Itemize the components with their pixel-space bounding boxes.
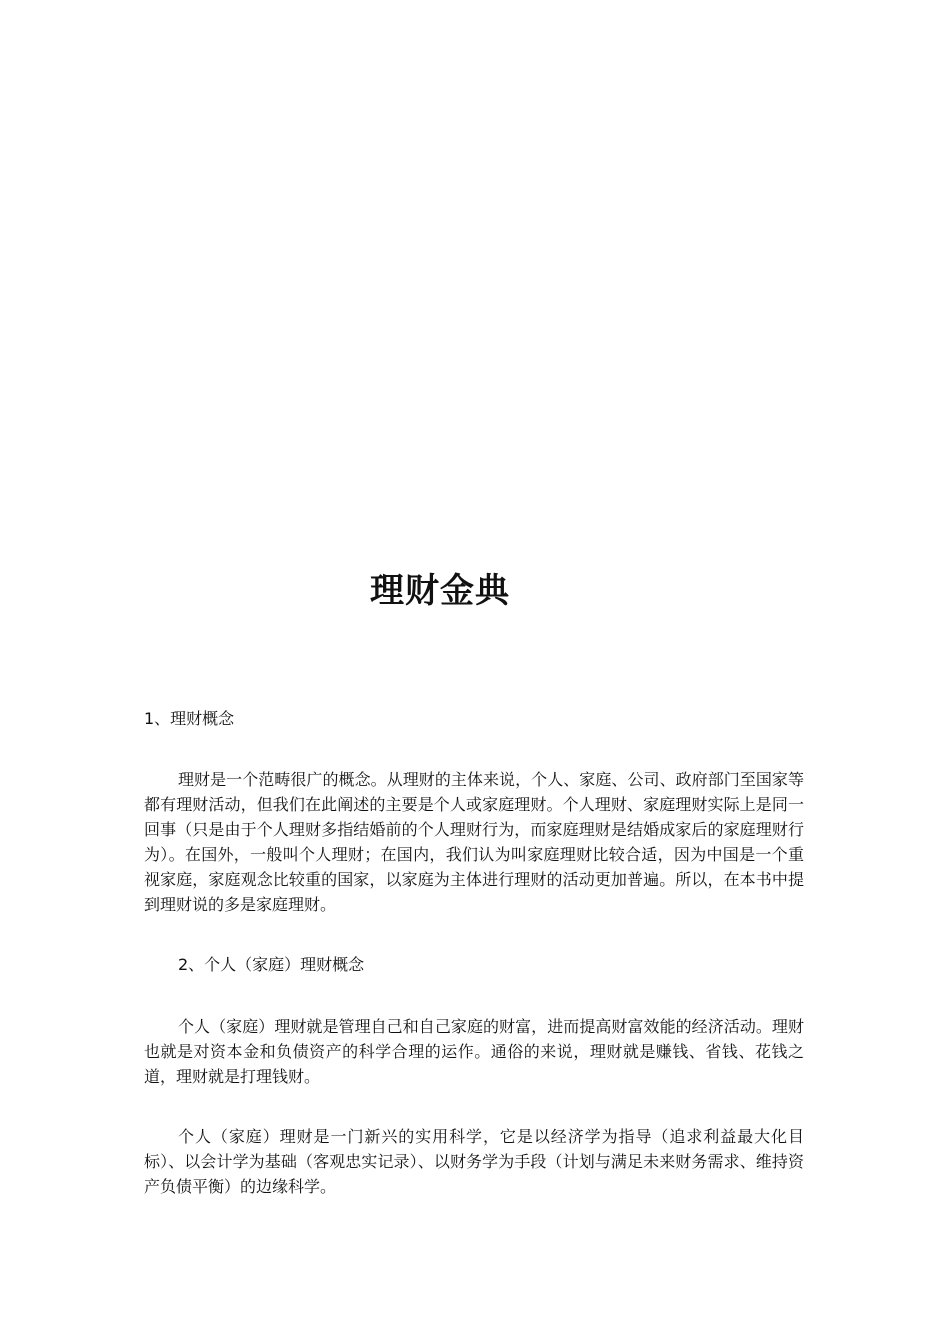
paragraph-2: 个人（家庭）理财就是管理自己和自己家庭的财富，进而提高财富效能的经济活动。理财也就是对资本金和负债资产的科学合理的运作。通俗的来说，理财就是赚钱、省钱、花钱之道，理财就是打理钱财。 xyxy=(144,1017,804,1086)
paragraph-3: 个人（家庭）理财是一门新兴的实用科学，它是以经济学为指导（追求利益最大化目标）、以会计学为基础（客观忠实记录）、以财务学为手段（计划与满足未来财务需求、维持资产负债平衡）的边缘科学。 xyxy=(144,1127,804,1196)
paragraph-1: 理财是一个范畴很广的概念。从理财的主体来说，个人、家庭、公司、政府部门至国家等都有理财活动，但我们在此阐述的主要是个人或家庭理财。个人理财、家庭理财实际上是同一回事（只是由于个人理财多指结婚前的个人理财行为，而家庭理财是结婚成家后的家庭理财行为）。在国外，一般叫个人理财；在国内，我们认为叫家庭理财比较合适，因为中国是一个重视家庭，家庭观念比较重的国家，以家庭为主体进行理财的活动更加普遍。所以，在本书中提到理财说的多是家庭理财。 xyxy=(144,770,804,914)
section-heading-1: 1、理财概念 xyxy=(144,709,235,728)
section-heading-2: 2、个人（家庭）理财概念 xyxy=(178,955,365,974)
document-title: 理财金典 xyxy=(370,571,510,611)
